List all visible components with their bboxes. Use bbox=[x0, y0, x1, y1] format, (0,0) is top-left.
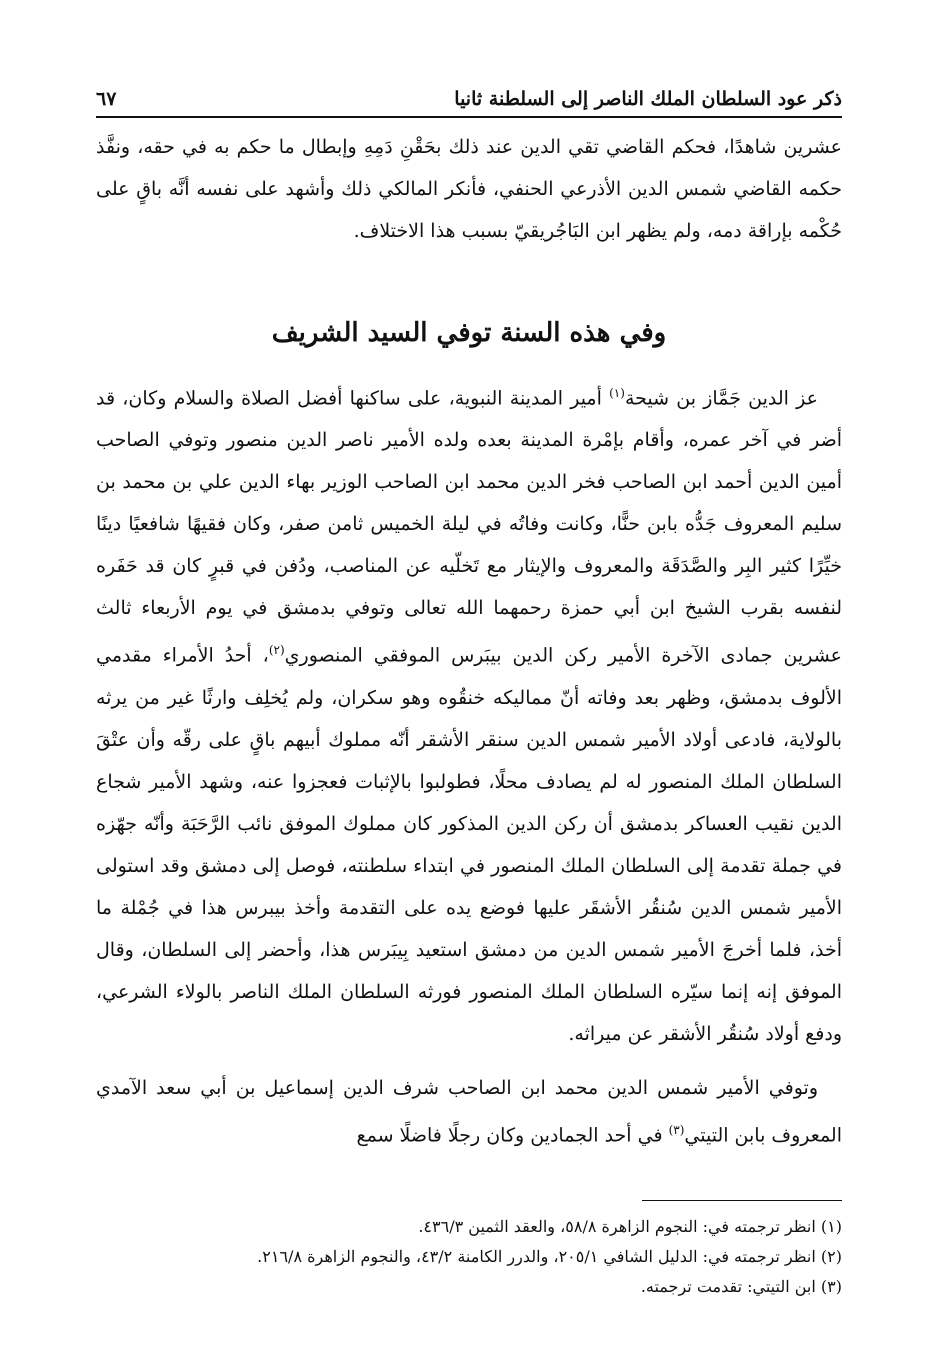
continuation-text bbox=[96, 126, 842, 252]
running-header bbox=[96, 82, 842, 118]
paragraph-1-part-1: عز الدين جَمَّاز بن شيحة bbox=[624, 387, 818, 410]
paragraph-1 bbox=[96, 372, 842, 1055]
paragraph-1-part-3: ، أحدُ الأمراء مقدمي الألوف بدمشق، وظهر بعد وفاته أنّ مماليكه خنقُوه وهو سكران، ولم يُخلِف وارثًا غير من يرثه بالولاية، فادعى أولاد الأمير شمس الدين سنقر الأشقر أنّه مملوك أبيهم باقٍ على رقّه وأن عتْقَ السلطان الملك المنصور له لم يصادف محلًا، فطولبوا بالإثبات فعجزوا عنه، وشهد الأمير شجاع الدين نقيب العساكر بدمشق أن ركن الدين المذكور كان مملوك الموفق نائب الرَّحَبَة وأنّه جهّزه في جملة تقدمة إلى السلطان الملك المنصور في ابتداء سلطنته، فوصل إلى دمشق وقد استولى الأمير شمس الدين سُنقُر الأشقَر عليها فوضع يده على التقدمة وأخذ بيبرس هذا في جُمْلة ما أخذ، فلما أخرجَ الأمير شمس الدين من دمشق استعيد بِيبَرس هذا، وأحضر إلى السلطان، وقال الموفق إنه إنما سيّره السلطان الملك المنصور فورثه السلطان الملك الناصر بالولاء الشرعي، ودفع أولاد سُنقُر الأشقر عن ميراثه. bbox=[96, 644, 842, 1045]
footnote-ref-1: (١) bbox=[609, 386, 625, 400]
page-number: ٦٧ bbox=[96, 88, 117, 110]
running-title: ذكر عود السلطان الملك الناصر إلى السلطنة ثانيا bbox=[454, 88, 842, 110]
section-body bbox=[96, 372, 842, 1156]
paragraph-2 bbox=[96, 1067, 842, 1156]
footnote-2: (٢) انظر ترجمته في: الدليل الشافي ٢٠٥/١، والدرر الكامنة ٤٣/٢، والنجوم الزاهرة ٢١٦/٨. bbox=[257, 1247, 842, 1266]
footnote-3: (٣) ابن التيتي: تقدمت ترجمته. bbox=[640, 1277, 842, 1296]
paragraph-1-part-2: أمير المدينة النبوية، على ساكنها أفضل الصلاة والسلام وكان، قد أضر في آخر عمره، وأقام بإمْرة المدينة بعده ولده الأمير ناصر الدين منصور وتوفي الصاحب أمين الدين أحمد ابن الصاحب فخر الدين محمد ابن الصاحب الوزير بهاء الدين علي بن محمد بن سليم المعروف جَدُّه بابن حنًّا، وكانت وفاتُه في ليلة الخميس ثامن صفر، وكان فقيهًا شافعيًا دينًا خيِّرًا كثير البِر والصَّدَقَة والمعروف والإيثار مع تَخلّيه عن المناصب، ودُفن في قبرٍ كان قد حَفَره لنفسه بقرب الشيخ ابن أبي حمزة رحمهما الله تعالى وتوفي بدمشق في يوم الأربعاء ثالث عشرين جمادى الآخرة الأمير ركن الدين بيبَرس الموفقي المنصوري bbox=[96, 387, 842, 667]
footnotes bbox=[96, 1212, 842, 1302]
section-heading: وفي هذه السنة توفي السيد الشريف bbox=[271, 318, 667, 348]
footnote-ref-2: (٢) bbox=[268, 643, 285, 658]
footnote-ref-3: (٣) bbox=[668, 1122, 685, 1137]
footnote-1: (١) انظر ترجمته في: النجوم الزاهرة ٥٨/٨، والعقد الثمين ٤٣٦/٣. bbox=[418, 1217, 842, 1236]
footnote-separator bbox=[642, 1200, 842, 1201]
paragraph-2-part-1: وتوفي الأمير شمس الدين محمد ابن الصاحب شرف الدين إسماعيل بن أبي سعد الآمدي المعروف بابن التيتي bbox=[96, 1076, 842, 1146]
paragraph-2-part-2: في أحد الجمادين وكان رجلًا فاضلًا سمع bbox=[356, 1123, 669, 1146]
intro-paragraph: عشرين شاهدًا، فحكم القاضي تقي الدين عند ذلك بحَقْنِ دَمِهِ وإبطال ما حكم به في حقه، ونفَّذ حكمه القاضي شمس الدين الأذرعي الحنفي، فأنكر المالكي ذلك وأشهد على نفسه أنَّه باقٍ على حُكْمه بإراقة دمه، ولم يظهر ابن البَاجُريقيّ بسبب هذا الاختلاف. bbox=[96, 136, 842, 242]
